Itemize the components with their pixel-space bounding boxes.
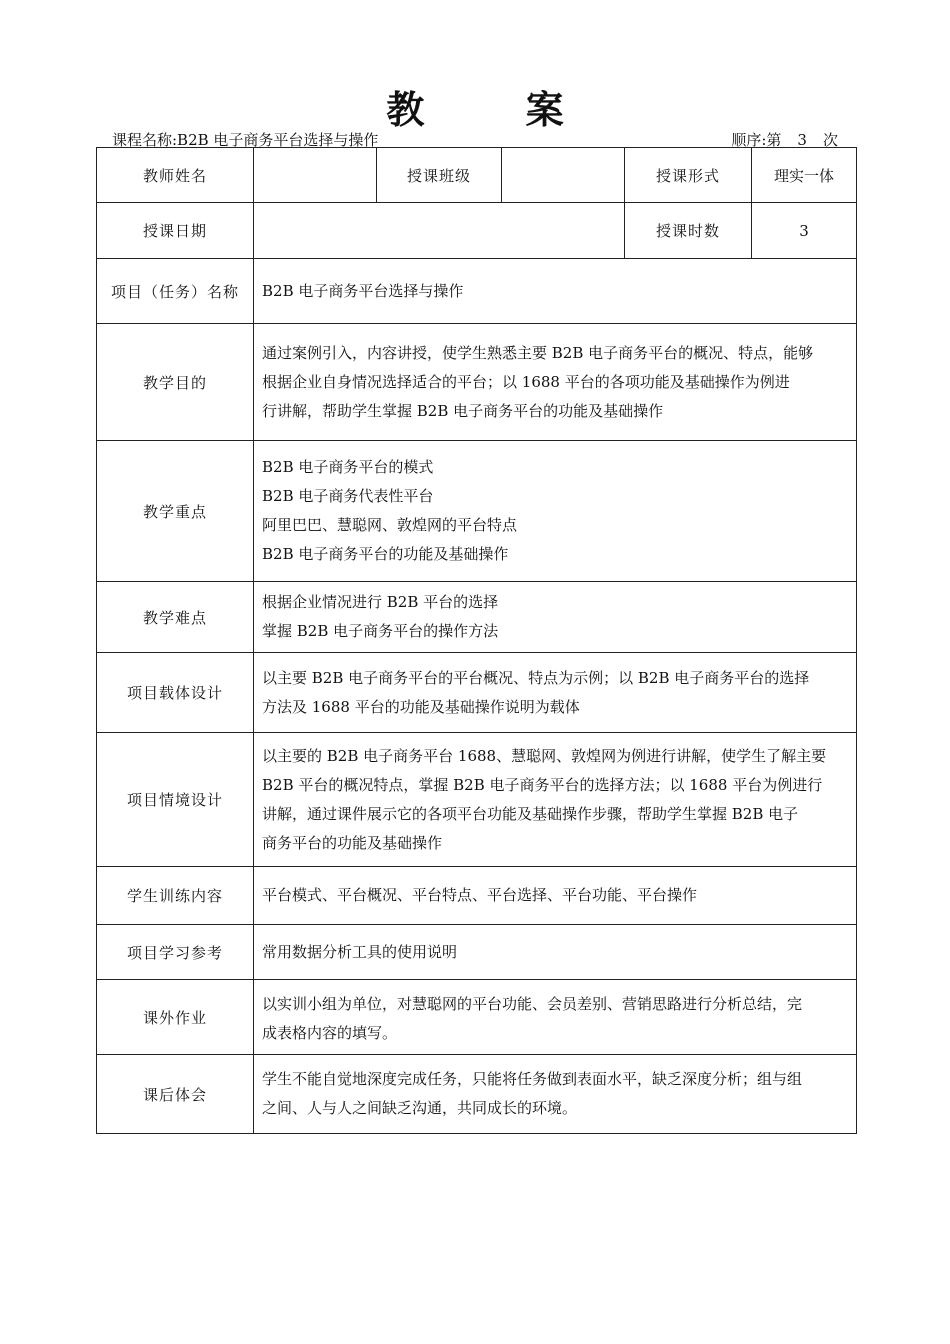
teacher-name-cell — [254, 148, 377, 203]
row-label: 课后体会 — [97, 1055, 254, 1134]
table-row-scenario-design — [97, 733, 857, 867]
teacher-name-label: 教师姓名 — [97, 148, 254, 203]
order-suffix: 次 — [822, 131, 838, 149]
row-line: 通过案例引入，内容讲授，使学生熟悉主要 B2B 电子商务平台的概况、特点，能够 — [262, 343, 814, 362]
row-line: 行讲解，帮助学生掌握 B2B 电子商务平台的功能及基础操作 — [262, 401, 664, 420]
row-content — [254, 324, 857, 441]
hours-label: 授课时数 — [625, 203, 752, 259]
document-title: 教 案 — [386, 88, 608, 132]
row-line: 常用数据分析工具的使用说明 — [262, 942, 458, 961]
row-line: 根据企业自身情况选择适合的平台；以 1688 平台的各项功能及基础操作为例进 — [262, 372, 790, 391]
row-line: 商务平台的功能及基础操作 — [262, 833, 443, 852]
table-row-carrier-design — [97, 653, 857, 733]
row-content — [254, 653, 857, 733]
table-row-task-name — [97, 259, 857, 324]
class-cell — [502, 148, 625, 203]
row-content — [254, 925, 857, 980]
row-line: 根据企业情况进行 B2B 平台的选择 — [262, 593, 499, 611]
row-label: 项目（任务）名称 — [97, 259, 254, 324]
row-line: 学生不能自觉地深度完成任务，只能将任务做到表面水平，缺乏深度分析；组与组 — [262, 1070, 803, 1088]
row-content — [254, 441, 857, 582]
row-label: 项目情境设计 — [97, 733, 254, 867]
row-line: B2B 电子商务平台的功能及基础操作 — [262, 545, 509, 563]
row-line: 平台模式、平台概况、平台特点、平台选择、平台功能、平台操作 — [262, 886, 698, 904]
table-row-reflection — [97, 1055, 857, 1134]
row-line: 之间、人与人之间缺乏沟通，共同成长的环境。 — [262, 1099, 578, 1117]
order-prefix: 顺序:第 — [731, 131, 782, 149]
lesson-plan-table — [96, 147, 857, 1134]
table-row-difficulties — [97, 582, 857, 653]
table-row-teaching-objective — [97, 324, 857, 441]
row-content — [254, 867, 857, 925]
row-line: 以实训小组为单位，对慧聪网的平台功能、会员差别、营销思路进行分析总结，完 — [262, 995, 803, 1013]
table-row-training-content — [97, 867, 857, 925]
row-line: B2B 电子商务平台的模式 — [262, 458, 434, 476]
row-label: 项目学习参考 — [97, 925, 254, 980]
row-line: 讲解，通过课件展示它的各项平台功能及基础操作步骤，帮助学生掌握 B2B 电子 — [262, 804, 799, 823]
table-row-learning-reference — [97, 925, 857, 980]
date-label: 授课日期 — [97, 203, 254, 259]
course-name: 课程名称:B2B 电子商务平台选择与操作 — [112, 131, 379, 149]
row-content — [254, 582, 857, 653]
row-line: B2B 电子商务代表性平台 — [262, 487, 434, 505]
table-row-key-points — [97, 441, 857, 582]
row-line: 方法及 1688 平台的功能及基础操作说明为载体 — [262, 697, 580, 716]
row-line: B2B 电子商务平台选择与操作 — [262, 281, 464, 300]
form-label: 授课形式 — [625, 148, 752, 203]
row-content — [254, 259, 857, 324]
row-line: 成表格内容的填写。 — [262, 1024, 398, 1042]
row-line: 掌握 B2B 电子商务平台的操作方法 — [262, 622, 499, 640]
hours-value: 3 — [752, 203, 857, 259]
row-line: 以主要的 B2B 电子商务平台 1688、慧聪网、敦煌网为例进行讲解，使学生了解主要 — [262, 746, 827, 765]
form-value: 理实一体 — [752, 148, 857, 203]
row-label: 教学重点 — [97, 441, 254, 582]
row-content — [254, 980, 857, 1055]
class-label: 授课班级 — [377, 148, 502, 203]
row-label: 教学目的 — [97, 324, 254, 441]
table-row-date — [97, 203, 857, 259]
row-line: B2B 平台的概况特点，掌握 B2B 电子商务平台的选择方法；以 1688 平台为例进行 — [262, 775, 823, 794]
row-label: 教学难点 — [97, 582, 254, 653]
row-content — [254, 733, 857, 867]
row-label: 项目载体设计 — [97, 653, 254, 733]
row-label: 学生训练内容 — [97, 867, 254, 925]
row-label: 课外作业 — [97, 980, 254, 1055]
row-line: 阿里巴巴、慧聪网、敦煌网的平台特点 — [262, 516, 518, 534]
order-number: 3 — [797, 131, 807, 149]
date-cell — [254, 203, 625, 259]
row-line: 以主要 B2B 电子商务平台的平台概况、特点为示例；以 B2B 电子商务平台的选择 — [262, 668, 810, 687]
row-content — [254, 1055, 857, 1134]
table-row-homework — [97, 980, 857, 1055]
table-row-teacher — [97, 148, 857, 203]
